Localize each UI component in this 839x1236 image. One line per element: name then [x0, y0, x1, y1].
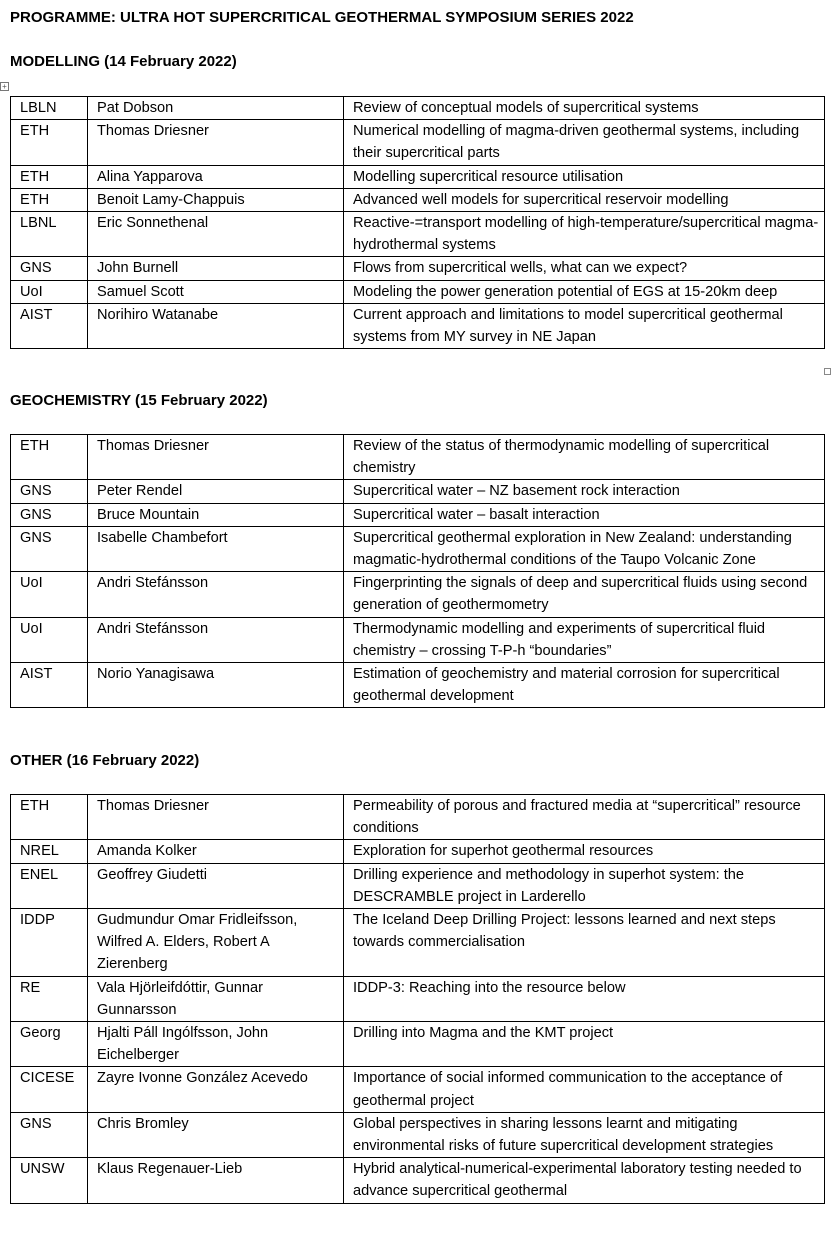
- talk-title-cell: Importance of social informed communication to the acceptance of geothermal project: [344, 1067, 825, 1112]
- organisation-cell: LBLN: [11, 97, 88, 120]
- organisation-cell: GNS: [11, 257, 88, 280]
- speaker-cell: Thomas Driesner: [88, 120, 344, 165]
- section-heading-other: OTHER (16 February 2022): [10, 752, 200, 769]
- talk-title-cell: Drilling experience and methodology in superhot system: the DESCRAMBLE project in Larderello: [344, 863, 825, 908]
- speaker-cell: Thomas Driesner: [88, 435, 344, 480]
- speaker-cell: Samuel Scott: [88, 280, 344, 303]
- talk-title-cell: Fingerprinting the signals of deep and supercritical fluids using second generation of geothermometry: [344, 572, 825, 617]
- organisation-cell: AIST: [11, 303, 88, 348]
- table-row: [11, 795, 825, 840]
- speaker-cell: Amanda Kolker: [88, 840, 344, 863]
- organisation-cell: UoI: [11, 572, 88, 617]
- organisation-cell: AIST: [11, 663, 88, 708]
- organisation-cell: GNS: [11, 526, 88, 571]
- speaker-cell: Eric Sonnethenal: [88, 212, 344, 257]
- talk-title-cell: Thermodynamic modelling and experiments of supercritical fluid chemistry – crossing T-P-h “boundaries”: [344, 617, 825, 662]
- table-row: [11, 617, 825, 662]
- speaker-cell: Andri Stefánsson: [88, 617, 344, 662]
- organisation-cell: UoI: [11, 280, 88, 303]
- speaker-cell: Gudmundur Omar Fridleifsson, Wilfred A. Elders, Robert A Zierenberg: [88, 909, 344, 977]
- table-row: [11, 480, 825, 503]
- talk-title-cell: Review of conceptual models of supercritical systems: [344, 97, 825, 120]
- speaker-cell: Chris Bromley: [88, 1112, 344, 1157]
- talk-title-cell: The Iceland Deep Drilling Project: lessons learned and next steps towards commercialisation: [344, 909, 825, 977]
- organisation-cell: CICESE: [11, 1067, 88, 1112]
- table-resize-handle-icon[interactable]: [824, 368, 831, 375]
- organisation-cell: ETH: [11, 165, 88, 188]
- table-row: [11, 280, 825, 303]
- modelling-table: [10, 96, 825, 349]
- speaker-cell: Thomas Driesner: [88, 795, 344, 840]
- table-row: [11, 435, 825, 480]
- organisation-cell: GNS: [11, 480, 88, 503]
- table-row: [11, 1067, 825, 1112]
- speaker-cell: Pat Dobson: [88, 97, 344, 120]
- speaker-cell: Andri Stefánsson: [88, 572, 344, 617]
- organisation-cell: GNS: [11, 503, 88, 526]
- talk-title-cell: Modeling the power generation potential of EGS at 15-20km deep: [344, 280, 825, 303]
- organisation-cell: GNS: [11, 1112, 88, 1157]
- table-row: [11, 1022, 825, 1067]
- talk-title-cell: Numerical modelling of magma-driven geothermal systems, including their supercritical parts: [344, 120, 825, 165]
- organisation-cell: IDDP: [11, 909, 88, 977]
- table-row: [11, 976, 825, 1021]
- talk-title-cell: Hybrid analytical-numerical-experimental laboratory testing needed to advance supercritical geothermal: [344, 1158, 825, 1203]
- table-row: [11, 257, 825, 280]
- organisation-cell: ETH: [11, 435, 88, 480]
- table-row: [11, 303, 825, 348]
- table-row: [11, 188, 825, 211]
- organisation-cell: UoI: [11, 617, 88, 662]
- talk-title-cell: Reactive-=transport modelling of high-temperature/supercritical magma-hydrothermal systems: [344, 212, 825, 257]
- document-title: PROGRAMME: ULTRA HOT SUPERCRITICAL GEOTHERMAL SYMPOSIUM SERIES 2022: [10, 9, 634, 26]
- table-move-handle-icon[interactable]: +: [0, 82, 9, 91]
- table-row: [11, 840, 825, 863]
- talk-title-cell: Global perspectives in sharing lessons learnt and mitigating environmental risks of future supercritical development strategies: [344, 1112, 825, 1157]
- organisation-cell: RE: [11, 976, 88, 1021]
- organisation-cell: UNSW: [11, 1158, 88, 1203]
- speaker-cell: Norio Yanagisawa: [88, 663, 344, 708]
- section-heading-modelling: MODELLING (14 February 2022): [10, 53, 237, 70]
- talk-title-cell: Modelling supercritical resource utilisation: [344, 165, 825, 188]
- talk-title-cell: Drilling into Magma and the KMT project: [344, 1022, 825, 1067]
- organisation-cell: ENEL: [11, 863, 88, 908]
- speaker-cell: Zayre Ivonne González Acevedo: [88, 1067, 344, 1112]
- talk-title-cell: Review of the status of thermodynamic modelling of supercritical chemistry: [344, 435, 825, 480]
- table-row: [11, 503, 825, 526]
- other-table: [10, 794, 825, 1204]
- table-row: [11, 1112, 825, 1157]
- speaker-cell: Benoit Lamy-Chappuis: [88, 188, 344, 211]
- table-row: [11, 120, 825, 165]
- table-row: [11, 526, 825, 571]
- talk-title-cell: Supercritical geothermal exploration in New Zealand: understanding magmatic-hydrothermal conditions of the Taupo Volcanic Zone: [344, 526, 825, 571]
- speaker-cell: Hjalti Páll Ingólfsson, John Eichelberger: [88, 1022, 344, 1067]
- table-row: [11, 663, 825, 708]
- organisation-cell: LBNL: [11, 212, 88, 257]
- talk-title-cell: Exploration for superhot geothermal resources: [344, 840, 825, 863]
- talk-title-cell: Estimation of geochemistry and material corrosion for supercritical geothermal development: [344, 663, 825, 708]
- speaker-cell: Isabelle Chambefort: [88, 526, 344, 571]
- talk-title-cell: Advanced well models for supercritical reservoir modelling: [344, 188, 825, 211]
- organisation-cell: Georg: [11, 1022, 88, 1067]
- speaker-cell: Peter Rendel: [88, 480, 344, 503]
- talk-title-cell: Supercritical water – basalt interaction: [344, 503, 825, 526]
- organisation-cell: ETH: [11, 188, 88, 211]
- speaker-cell: Bruce Mountain: [88, 503, 344, 526]
- talk-title-cell: IDDP-3: Reaching into the resource below: [344, 976, 825, 1021]
- table-row: [11, 909, 825, 977]
- speaker-cell: Vala Hjörleifdóttir, Gunnar Gunnarsson: [88, 976, 344, 1021]
- speaker-cell: Klaus Regenauer-Lieb: [88, 1158, 344, 1203]
- table-row: [11, 165, 825, 188]
- talk-title-cell: Permeability of porous and fractured media at “supercritical” resource conditions: [344, 795, 825, 840]
- speaker-cell: Norihiro Watanabe: [88, 303, 344, 348]
- table-row: [11, 212, 825, 257]
- speaker-cell: Geoffrey Giudetti: [88, 863, 344, 908]
- talk-title-cell: Current approach and limitations to model supercritical geothermal systems from MY survey in NE Japan: [344, 303, 825, 348]
- speaker-cell: John Burnell: [88, 257, 344, 280]
- talk-title-cell: Supercritical water – NZ basement rock interaction: [344, 480, 825, 503]
- organisation-cell: NREL: [11, 840, 88, 863]
- organisation-cell: ETH: [11, 120, 88, 165]
- section-heading-geochemistry: GEOCHEMISTRY (15 February 2022): [10, 392, 268, 409]
- organisation-cell: ETH: [11, 795, 88, 840]
- speaker-cell: Alina Yapparova: [88, 165, 344, 188]
- table-row: [11, 863, 825, 908]
- table-row: [11, 1158, 825, 1203]
- geochemistry-table: [10, 434, 825, 708]
- table-row: [11, 97, 825, 120]
- table-row: [11, 572, 825, 617]
- talk-title-cell: Flows from supercritical wells, what can we expect?: [344, 257, 825, 280]
